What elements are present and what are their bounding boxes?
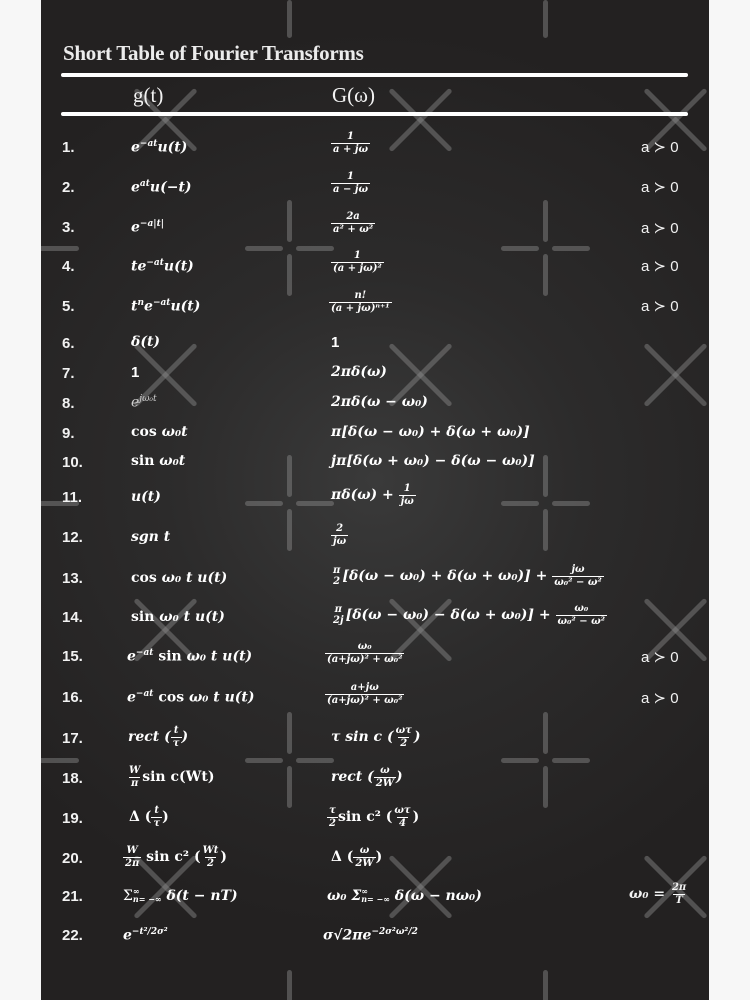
row-number: 13. (62, 570, 83, 587)
table-row (41, 565, 709, 595)
condition: a ≻ 0 (641, 179, 679, 196)
row-number: 9. (62, 425, 75, 442)
frequency-transform: πδ(ω) + $\frac{1}{j\omega}$ (331, 483, 414, 507)
table-row (41, 252, 709, 282)
time-function: rect ( $\frac{t}{\tau}$ ) (128, 725, 189, 749)
table-row (41, 642, 709, 672)
frequency-transform: ω₀ Σ ∞ n= −∞ δ(ω − nω₀) (327, 886, 482, 904)
time-function: cos ω₀t (131, 424, 188, 440)
table-row (41, 393, 709, 417)
condition: a ≻ 0 (641, 649, 679, 666)
frequency-transform: π 2 [δ(ω − ω₀) + δ(ω + ω₀)] + $\frac{j\omega}{\text{ω₀² − ω²}}$ (333, 564, 602, 588)
fourier-table-poster (41, 0, 709, 1000)
table-row (41, 523, 709, 557)
table-row (41, 292, 709, 322)
time-function: $t^ne^{-at}u(t)$ (131, 298, 201, 315)
table-row (41, 922, 709, 950)
frequency-transform: $\frac{\tau}{2}$ sin c² ( $\frac{\omega\tau}{4}$ ) (329, 805, 420, 829)
table-row (41, 804, 709, 836)
row-number: 17. (62, 730, 83, 747)
row-number: 1. (62, 139, 75, 156)
row-number: 15. (62, 648, 83, 665)
time-function: sin ω₀ t u(t) (131, 609, 225, 625)
row-number: 22. (62, 927, 83, 944)
frequency-transform: $\frac{\text{ω₀}}{\text{(a+jω)² + ω₀²}}$ (327, 641, 403, 665)
frequency-transform: τ sin c ( $\frac{\omega\tau}{2}$ ) (331, 725, 421, 749)
table-row (41, 452, 709, 476)
row-number: 16. (62, 689, 83, 706)
frequency-transform: 2πδ(ω) (331, 364, 387, 380)
table-row (41, 483, 709, 517)
row-number: 18. (62, 770, 83, 787)
frequency-transform: $\frac{2}{j\omega}$ (333, 523, 347, 547)
row-number: 2. (62, 179, 75, 196)
column-header-time: g(t) (133, 83, 164, 107)
frequency-transform: $\frac{n!}{\text{(a + jω)ⁿ⁺¹}}$ (331, 290, 390, 314)
row-number: 12. (62, 529, 83, 546)
column-header-frequency: G(ω) (332, 83, 375, 107)
frequency-transform: $\frac{a+j\omega}{\text{(a+jω)² + ω₀²}}$ (327, 682, 403, 706)
frequency-transform: $\frac{2a}{\text{a² + ω²}}$ (333, 211, 374, 235)
time-function: $\frac{W}{2\pi}$ sin c² ( $\frac{Wt}{2}$ ) (125, 845, 228, 869)
time-function: $e^{-a|t|}$ (131, 219, 164, 236)
row-number: 8. (62, 395, 75, 412)
table-row (41, 363, 709, 387)
time-function: $te^{-at}u(t)$ (131, 258, 194, 275)
row-number: 14. (62, 609, 83, 626)
frequency-transform: $\sigma√2\pi e^{-2\sigma^2\omega^2/2}$ (323, 927, 418, 944)
frequency-transform: $\frac{1}{a + j\omega}$ (333, 131, 368, 155)
time-function: 1 (131, 364, 140, 381)
time-function: u(t) (131, 489, 161, 505)
row-number: 7. (62, 365, 75, 382)
time-function: sin ω₀t (131, 453, 186, 469)
table-row (41, 173, 709, 203)
table-row (41, 764, 709, 796)
frequency-transform: 1 (331, 334, 340, 351)
condition: a ≻ 0 (641, 690, 679, 707)
time-function: $e^{-t^2/2\sigma^2}$ (123, 927, 168, 944)
table-row (41, 882, 709, 914)
row-number: 19. (62, 810, 83, 827)
row-number: 5. (62, 298, 75, 315)
table-row (41, 683, 709, 713)
row-number: 20. (62, 850, 83, 867)
frequency-transform: 2πδ(ω − ω₀) (331, 394, 428, 410)
frequency-transform: rect ( $\frac{\omega}{2W}$ ) (331, 765, 403, 789)
frequency-transform: jπ[δ(ω + ω₀) − δ(ω − ω₀)] (331, 453, 535, 469)
time-function: $e^{-at}u(t)$ (131, 139, 188, 156)
frequency-transform: π[δ(ω − ω₀) + δ(ω + ω₀)] (331, 424, 530, 440)
frequency-transform: Δ ( $\frac{\omega}{2W}$ ) (331, 845, 383, 869)
condition: ω₀ = $\frac{2\pi}{T}$ (629, 882, 687, 906)
page-title: Short Table of Fourier Transforms (63, 41, 364, 65)
time-function: cos ω₀ t u(t) (131, 570, 228, 586)
row-number: 4. (62, 258, 75, 275)
watermark-plus-icon (41, 970, 709, 1000)
table-row (41, 724, 709, 756)
table-row (41, 333, 709, 357)
table-row (41, 604, 709, 634)
time-function: sgn t (131, 529, 171, 545)
top-rule (61, 73, 688, 77)
table-row (41, 844, 709, 876)
header-rule (61, 112, 688, 116)
table-row (41, 213, 709, 243)
table-row (41, 133, 709, 163)
frequency-transform: $\frac{1}{a - j\omega}$ (333, 171, 368, 195)
time-function: Δ ( $\frac{t}{\tau}$ ) (129, 805, 169, 829)
row-number: 21. (62, 888, 83, 905)
time-function: $e^{at}u(-t)$ (131, 179, 192, 196)
time-function: δ(t) (131, 334, 161, 350)
time-function: $e^{-at}$ cos ω₀ t u(t) (127, 689, 255, 706)
table-row (41, 423, 709, 447)
time-function: Σ ∞ n= −∞ δ(t − nT) (123, 886, 238, 904)
frequency-transform: π 2j [δ(ω − ω₀) − δ(ω + ω₀)] + $\frac{\text{ω₀}}{\text{ω₀² − ω²}}$ (333, 603, 606, 627)
row-number: 10. (62, 454, 83, 471)
condition: a ≻ 0 (641, 258, 679, 275)
condition: a ≻ 0 (641, 139, 679, 156)
row-number: 11. (62, 489, 83, 506)
time-function: $e^{j\omega_0t}$ (131, 394, 157, 411)
condition: a ≻ 0 (641, 220, 679, 237)
frequency-transform: $\frac{1}{\text{(a + jω)²}}$ (333, 250, 382, 274)
time-function: $\frac{W}{\pi}$ sin c(Wt) (129, 765, 215, 789)
row-number: 6. (62, 335, 75, 352)
row-number: 3. (62, 219, 75, 236)
condition: a ≻ 0 (641, 298, 679, 315)
time-function: $e^{-at}$ sin ω₀ t u(t) (127, 648, 253, 665)
